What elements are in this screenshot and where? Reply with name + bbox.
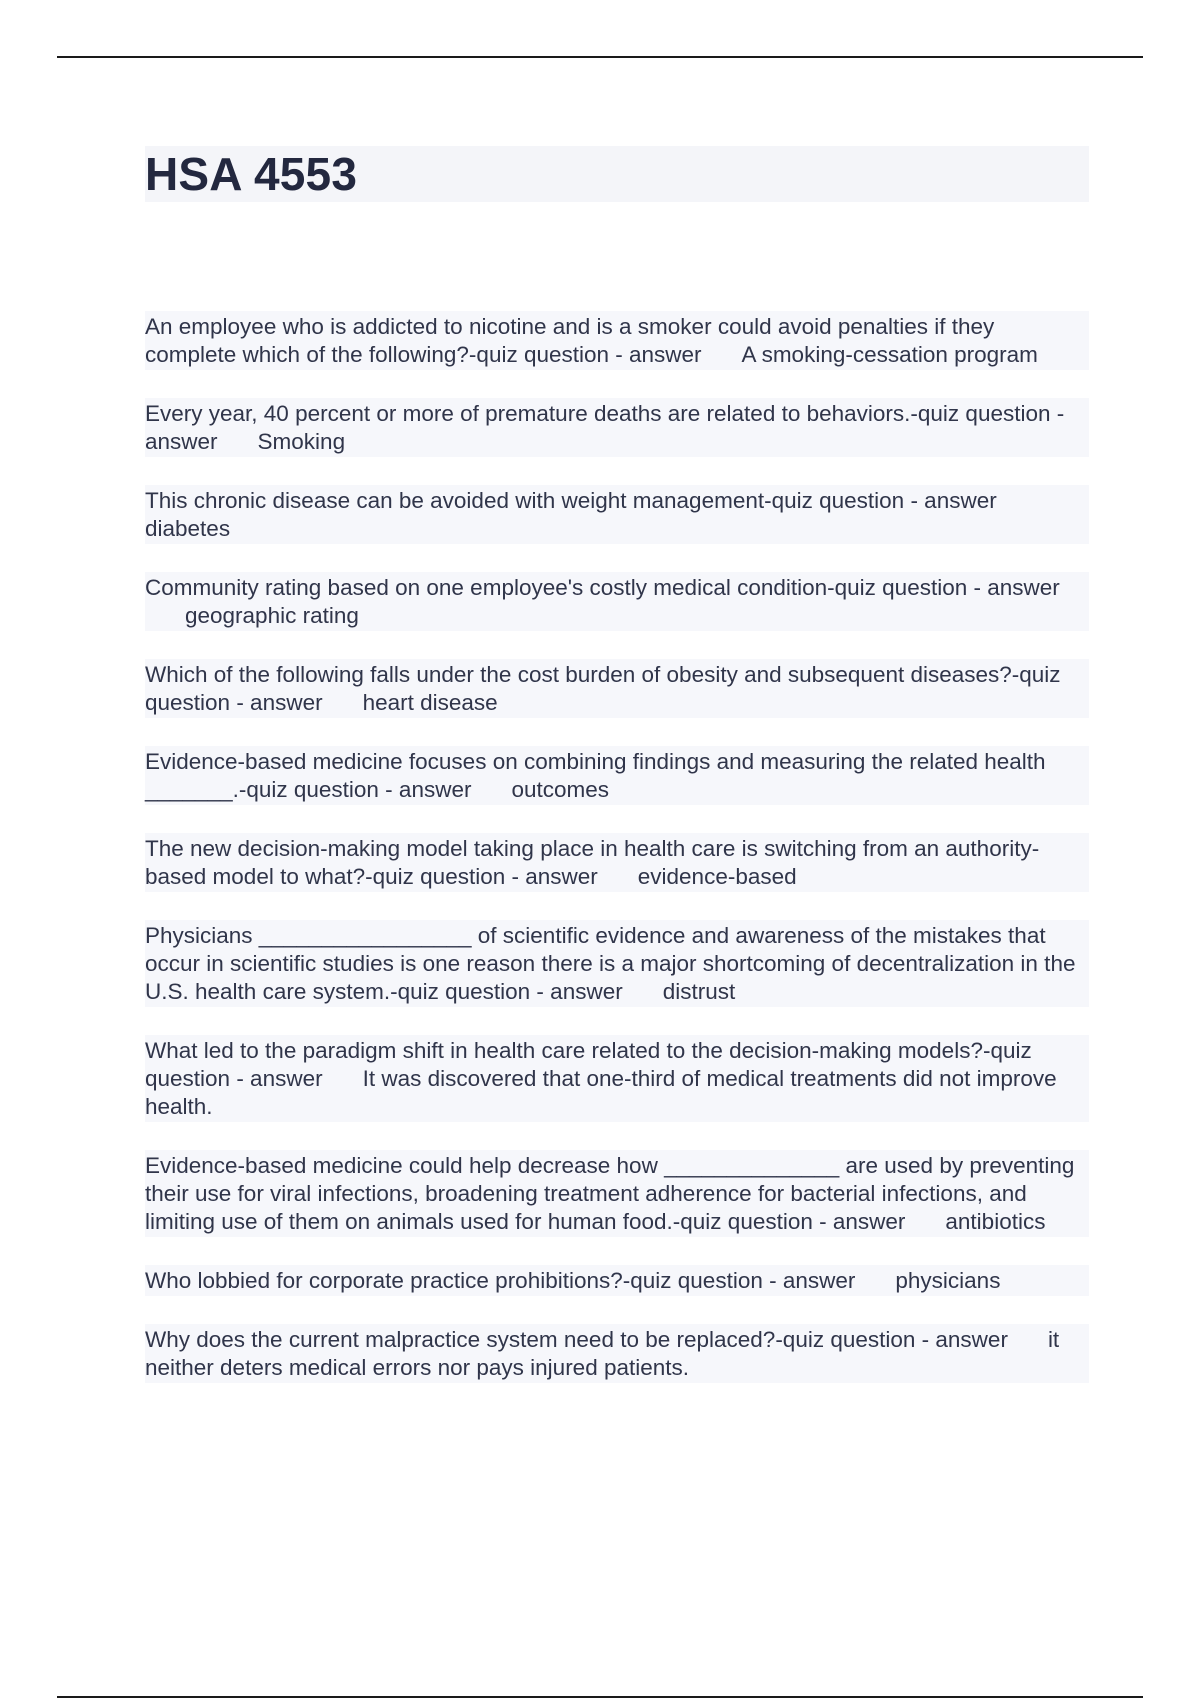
question-text: Physicians _________________ of scientific evidence and awareness of the mistakes that occur in scientific studies is one reason there is a major shortcoming of decentralization in the U.S. health care system.-quiz question - answer xyxy=(145,923,1076,1004)
question-text: Who lobbied for corporate practice prohibitions?-quiz question - answer xyxy=(145,1268,856,1293)
qa-item xyxy=(145,398,1089,457)
answer-text: diabetes xyxy=(145,516,231,541)
qa-list xyxy=(145,311,1089,1411)
qa-item xyxy=(145,1324,1089,1383)
header-rule xyxy=(57,56,1143,58)
question-text: An employee who is addicted to nicotine and is a smoker could avoid penalties if they complete which of the following?-quiz question - answer xyxy=(145,314,995,367)
answer-text: it neither deters medical errors nor pays injured patients. xyxy=(145,1327,1060,1380)
qa-item xyxy=(145,833,1089,892)
qa-item xyxy=(145,1035,1089,1122)
question-text: Evidence-based medicine focuses on combining findings and measuring the related health _______.-quiz question - answer xyxy=(145,749,1046,802)
question-text: Why does the current malpractice system need to be replaced?-quiz question - answer xyxy=(145,1327,1008,1352)
footer-rule xyxy=(57,1696,1143,1698)
answer-text: heart disease xyxy=(362,690,498,715)
question-text: What led to the paradigm shift in health care related to the decision-making models?-quiz question - answer xyxy=(145,1038,1032,1091)
question-text: The new decision-making model taking place in health care is switching from an authority-based model to what?-quiz question - answer xyxy=(145,836,1040,889)
qa-item xyxy=(145,920,1089,1007)
qa-item xyxy=(145,1150,1089,1237)
answer-text: geographic rating xyxy=(185,603,359,628)
question-text: Every year, 40 percent or more of premature deaths are related to behaviors.-quiz question - answer xyxy=(145,401,1065,454)
qa-item xyxy=(145,311,1089,370)
question-text: Community rating based on one employee's costly medical condition-quiz question - answer xyxy=(145,575,1060,600)
answer-text: outcomes xyxy=(511,777,610,802)
answer-text: It was discovered that one-third of medical treatments did not improve health. xyxy=(145,1066,1057,1119)
answer-text: physicians xyxy=(895,1268,1001,1293)
answer-text: A smoking-cessation program xyxy=(741,342,1038,367)
qa-item xyxy=(145,659,1089,718)
qa-item xyxy=(145,746,1089,805)
qa-item xyxy=(145,485,1089,544)
page-title: HSA 4553 xyxy=(145,148,358,200)
question-text: Evidence-based medicine could help decrease how ______________ are used by preventing their use for viral infections, broadening treatment adherence for bacterial infections, and limiting use of them on animals used for human food.-quiz question - answer xyxy=(145,1153,1075,1234)
question-text: Which of the following falls under the cost burden of obesity and subsequent diseases?-quiz question - answer xyxy=(145,662,1061,715)
qa-item xyxy=(145,572,1089,631)
answer-text: distrust xyxy=(662,979,736,1004)
answer-text: evidence-based xyxy=(637,864,797,889)
answer-text: antibiotics xyxy=(945,1209,1046,1234)
answer-text: Smoking xyxy=(257,429,346,454)
question-text: This chronic disease can be avoided with weight management-quiz question - answer xyxy=(145,488,997,513)
qa-item xyxy=(145,1265,1089,1296)
